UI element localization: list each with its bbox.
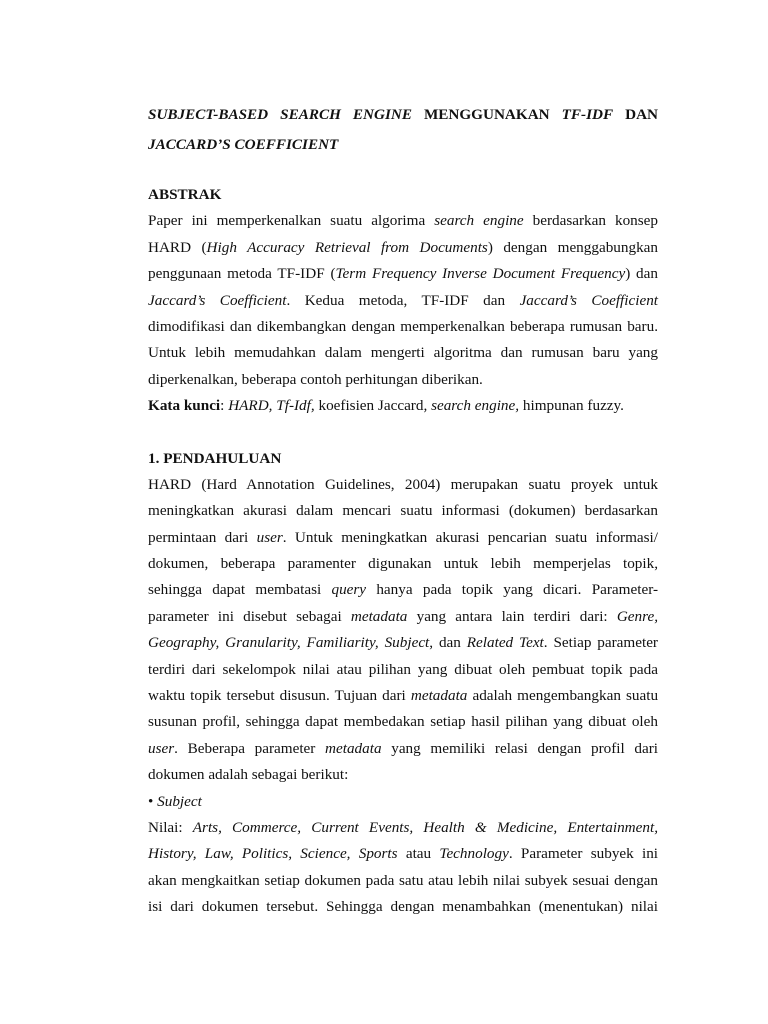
title-segment: TF-IDF (561, 106, 614, 123)
body-line: History, Law, Politics, Science, Sports atau Technology. Parameter subyek ini (148, 845, 659, 863)
title-segment: JACCARD’S COEFFICIENT (148, 136, 339, 153)
abstract-line: diperkenalkan, beberapa contoh perhitungan diberikan. (148, 370, 483, 388)
body-line: waktu topik tersebut disusun. Tujuan dari metadata adalah mengembangkan suatu (148, 687, 659, 705)
body-line: parameter ini disebut sebagai metadata yang antara lain terdiri dari: Genre, (148, 607, 659, 625)
body-line: isi dari dokumen tersebut. Sehingga dengan menambahkan (menentukan) nilai (148, 898, 658, 916)
body-line: Nilai: Arts, Commerce, Current Events, Health & Medicine, Entertainment, (148, 818, 659, 836)
body-line: meningkatkan akurasi dalam mencari suatu informasi (dokumen) berdasarkan (148, 502, 658, 520)
paper-title-line-1 (148, 100, 658, 130)
abstract-line: Untuk lebih memudahkan dalam mengerti algoritma dan rumusan baru yang (148, 344, 658, 362)
body-line: dokumen, beberapa paramenter digunakan untuk lebih memperjelas topik, (148, 555, 658, 573)
spacer (148, 160, 658, 182)
abstract-line: penggunaan metoda TF-IDF (Term Frequency Inverse Document Frequency) dan (148, 265, 658, 283)
section-heading: 1. PENDAHULUAN (148, 449, 282, 467)
abstract-line: HARD (High Accuracy Retrieval from Documents) dengan menggabungkan (148, 238, 659, 256)
body-line: permintaan dari user. Untuk meningkatkan akurasi pencarian suatu informasi/ (148, 528, 658, 546)
body-line: susunan profil, sehingga dapat membedakan setiap hasil pilihan yang dibuat oleh (148, 713, 658, 731)
body-line: HARD (Hard Annotation Guidelines, 2004) merupakan suatu proyek untuk (148, 475, 658, 493)
abstract-line: Jaccard’s Coefficient. Kedua metoda, TF-IDF dan Jaccard’s Coefficient (148, 291, 659, 309)
paper-title-line-2 (148, 130, 658, 160)
body-line: akan mengkaitkan setiap dokumen pada satu atau lebih nilai subyek sesuai dengan (148, 871, 658, 889)
body-line: sehingga dapat membatasi query hanya pada topik yang dicari. Parameter- (148, 581, 659, 599)
bullet-icon: • (148, 792, 154, 810)
abstract-line: dimodifikasi dan dikembangkan dengan memperkenalkan beberapa rumusan baru. (148, 317, 658, 335)
body-line: user. Beberapa parameter metadata yang memiliki relasi dengan profil dari (148, 739, 659, 757)
body-line: terdiri dari sekelompok nilai atau pilihan yang dibuat oleh pembuat topik pada (148, 660, 658, 678)
document-page (148, 100, 658, 921)
spacer (148, 420, 658, 446)
abstract-line: Paper ini memperkenalkan suatu algorima search engine berdasarkan konsep (148, 212, 659, 230)
abstract-heading: ABSTRAK (148, 186, 222, 203)
title-segment: SUBJECT-BASED SEARCH ENGINE (148, 106, 412, 123)
title-segment: DAN (625, 106, 659, 123)
body-line: Geography, Granularity, Familiarity, Subject, dan Related Text. Setiap parameter (148, 634, 658, 652)
keywords-line: Kata kunci: HARD, Tf-Idf, koefisien Jaccard, search engine, himpunan fuzzy. (148, 397, 624, 415)
bullet-item: • Subject (148, 792, 202, 810)
title-segment: MENGGUNAKAN (423, 106, 550, 123)
body-line: dokumen adalah sebagai berikut: (148, 766, 349, 784)
